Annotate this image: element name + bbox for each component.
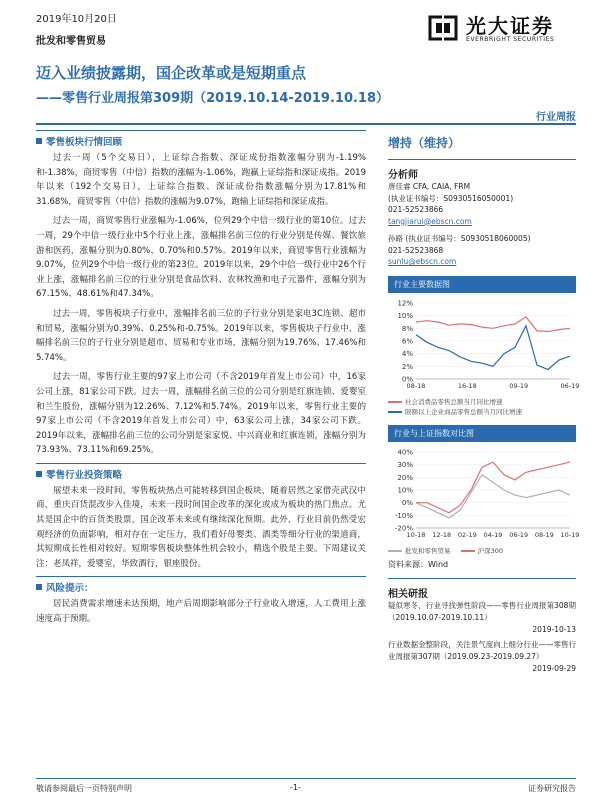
series-line — [416, 474, 570, 517]
chart-legend — [388, 397, 576, 417]
legend-swatch — [388, 401, 402, 403]
analyst-cert: (执业证书编号：S0930516050001) — [388, 193, 514, 203]
y-tick-label: 4% — [401, 349, 413, 358]
analyst-email-link[interactable]: sunlu@ebscn.com — [388, 257, 457, 266]
series-line — [416, 462, 570, 513]
chart-title: 行业主要数据图 — [388, 276, 576, 293]
x-tick-label: 10-19 — [560, 530, 580, 539]
sidebar-divider — [388, 578, 576, 579]
industry-data-chart — [388, 297, 580, 397]
analyst-email-link[interactable]: tangjiarui@ebscn.com — [388, 216, 472, 226]
series-line — [416, 316, 570, 331]
section-heading — [36, 467, 366, 481]
chart-title: 行业与上证指数对比图 — [388, 425, 576, 442]
x-tick-label: 08-18 — [406, 381, 426, 390]
section-title: 零售行业投资策略 — [46, 469, 123, 481]
analyst-name: 唐佳睿 CFA, CAIA, FRM — [388, 182, 471, 191]
y-tick-label: 12% — [397, 299, 413, 307]
analyst-heading: 分析师 — [388, 170, 418, 181]
x-tick-label: 10-18 — [406, 530, 426, 539]
x-tick-label: 06-19 — [509, 530, 529, 539]
y-tick-label: 0% — [401, 498, 413, 507]
paragraph: 过去一周，零售板块子行业中，涨幅排名前三位的子行业分别是家电3C连锁、超市和贸易，涨幅分别为0.39%、0.25%和-0.75%。2019年以来，零售板块子行业中，涨幅排名前三位的子行业分别是超市、贸易和专业市场，涨幅分别为19.76%、17.46%和5.74%。 — [36, 308, 366, 363]
header-divider — [36, 123, 576, 125]
related-report-link[interactable]: 行业数据金整阶段，关注景气度向上细分行业——零售行业周报第307期（2019.09.23-2019.09.27） — [388, 639, 576, 661]
sidebar — [388, 130, 580, 678]
x-tick-label: 12-18 — [432, 530, 452, 539]
sidebar-divider — [388, 159, 576, 160]
x-tick-label: 04-19 — [483, 530, 503, 539]
y-tick-label: -10% — [394, 511, 413, 520]
section-divider — [36, 463, 366, 464]
paragraph: 过去一周，商贸零售行业涨幅为-1.06%，位列29个中信一级行业的第10位。过去一周，29个中信一级行业中5个行业上涨，涨幅排名前三位的行业分别是传媒、餐饮旅游和医药，涨幅分别为0.80%、0.70%和0.57%。2019年以来，商贸零售行业涨幅为9.07%，位列29个中信一级行业的第23位。2019年以来，29个中信一级行业中26个行业上涨，涨幅排名前三位的行业分别是食品饮料、农林牧渔和电子元器件，涨幅分别为67.15%、48.61%和47.34%。 — [36, 216, 366, 300]
paragraph: 居民消费需求增速未达预期，地产后周期影响部分子行业收入增速，人工费用上涨速度高于预期。 — [36, 599, 366, 625]
analyst-phone: 021-52523868 — [388, 245, 444, 255]
legend-label: 限额以上企业商品零售总额当月同比增速 — [405, 407, 522, 416]
index-comparison-chart-svg — [388, 446, 580, 546]
paragraph: 展望未来一段时间，零售板块热点可能转移到国企板块，随着居然之家借壳武汉中商，重庆百货混改步入佳境，未来一段时间国企改革的深化或成为板块的热门焦点。尤其是国企中的百货类股票，国企改革未来或有继续深化预期。此外，行业目前仍然受宏观经济的负面影响，相对存在一定压力，我们看好母婴类、酒类等细分行业的渠道商，其短期成长性相对较好。短期零售板块整体性机会较小，精选个股是主要。下周建议关注：老凤祥，爱婴室，华致酒行，银座股份。 — [36, 485, 366, 569]
section-divider — [36, 130, 366, 131]
bullet-icon — [36, 138, 42, 144]
y-tick-label: -20% — [394, 524, 413, 532]
report-date: 2019年10月20日 — [36, 14, 117, 25]
analyst-phone: 021-52523866 — [388, 205, 444, 214]
report-subtitle: ——零售行业周报第309期（2019.10.14-2019.10.18） — [36, 91, 390, 106]
related-report-link[interactable]: 疑似寒冬，行业寻找弹性阶段——零售行业周报第308期（2019.10.07-2019.10.11） — [388, 600, 576, 622]
analyst-name: 孙路 (执业证书编号：S0930518060005) — [388, 234, 531, 243]
y-tick-label: 8% — [401, 324, 413, 333]
y-tick-label: 10% — [397, 486, 413, 494]
bullet-icon — [36, 584, 42, 590]
y-tick-label: 0% — [401, 375, 413, 383]
y-tick-label: 40% — [397, 448, 413, 456]
series-line — [416, 325, 570, 369]
x-tick-label: 06-19 — [560, 381, 580, 390]
legend-swatch — [461, 550, 475, 552]
y-tick-label: 20% — [397, 473, 413, 482]
industry-category: 批发和零售贸易 — [36, 36, 106, 47]
related-heading: 相关研报 — [388, 588, 428, 600]
legend-swatch — [388, 411, 402, 413]
legend-label: 社会消费品零售总额当月同比增速 — [405, 397, 503, 406]
logo-cn: 光大证券 — [466, 14, 554, 38]
section-divider — [36, 576, 366, 577]
related-report-date: 2019-09-29 — [532, 663, 576, 673]
section-heading — [36, 134, 366, 148]
logo-mark-icon — [426, 11, 460, 45]
x-tick-label: 09-19 — [509, 381, 529, 390]
legend-label: 批发和零售贸易 — [405, 546, 451, 555]
report-type: 行业周报 — [536, 112, 576, 123]
index-comparison-chart — [388, 446, 580, 546]
x-tick-label: 16-18 — [457, 381, 477, 390]
bullet-icon — [36, 471, 42, 477]
x-tick-label: 02-19 — [457, 530, 477, 539]
legend-label: 沪深300 — [477, 546, 503, 555]
section-title: 风险提示： — [46, 583, 94, 595]
section-heading — [36, 580, 366, 594]
y-tick-label: 2% — [401, 362, 413, 371]
related-report-date: 2019-10-13 — [532, 624, 576, 634]
main-content — [36, 130, 366, 632]
industry-data-chart-svg — [388, 297, 580, 397]
x-tick-label: 08-19 — [534, 530, 554, 539]
footer-label: 证券研究报告 — [528, 784, 576, 793]
legend-swatch — [388, 550, 402, 552]
section-title: 零售板块行情回顾 — [46, 137, 123, 148]
page-number: -1- — [290, 783, 301, 792]
rating: 增持（维持） — [388, 136, 461, 150]
data-source: 资料来源：Wind — [388, 559, 449, 569]
logo-en: EVERBRIGHT SECURITIES — [466, 36, 555, 43]
paragraph: 过去一周（5个交易日），上证综合指数、深证成份指数涨幅分别为-1.19%和-1.38%，商贸零售（中信）指数的涨幅为-1.06%，跑赢上证综指和深证成指。2019年以来（192个交易日），上证综合指数、深证成份指数涨幅分别为17.81%和31.68%，商贸零售（中信）指数的涨幅为9.07%，跑输上证综指和深证成指。 — [36, 153, 366, 207]
report-title: 迈入业绩披露期，国企改革或是短期重点 — [36, 64, 307, 82]
y-tick-label: 30% — [397, 460, 413, 469]
footer-divider — [36, 778, 576, 779]
paragraph: 过去一周，零售行业主要的97家上市公司（不含2019年首发上市公司）中，16家公司上涨，81家公司下跌。过去一周，涨幅排名前三位的公司分别是红旗连锁、爱婴室和兰生股份，涨幅分别为12.26%、7.12%和5.74%。2019年以来，零售行业主要的97家上市公司（不含2019年首发上市公司）中，63家公司上涨，34家公司下跌。2019年以来，涨幅排名前三位的公司分别是家家悦、中兴商业和红旗连锁，涨幅分别为73.93%、73.11%和69.25%。 — [36, 372, 366, 456]
y-tick-label: 6% — [401, 337, 413, 345]
y-tick-label: 10% — [397, 311, 413, 320]
brand-logo — [426, 8, 576, 50]
disclaimer-note: 敬请参阅最后一页特别声明 — [36, 784, 132, 793]
chart-legend — [388, 546, 576, 556]
